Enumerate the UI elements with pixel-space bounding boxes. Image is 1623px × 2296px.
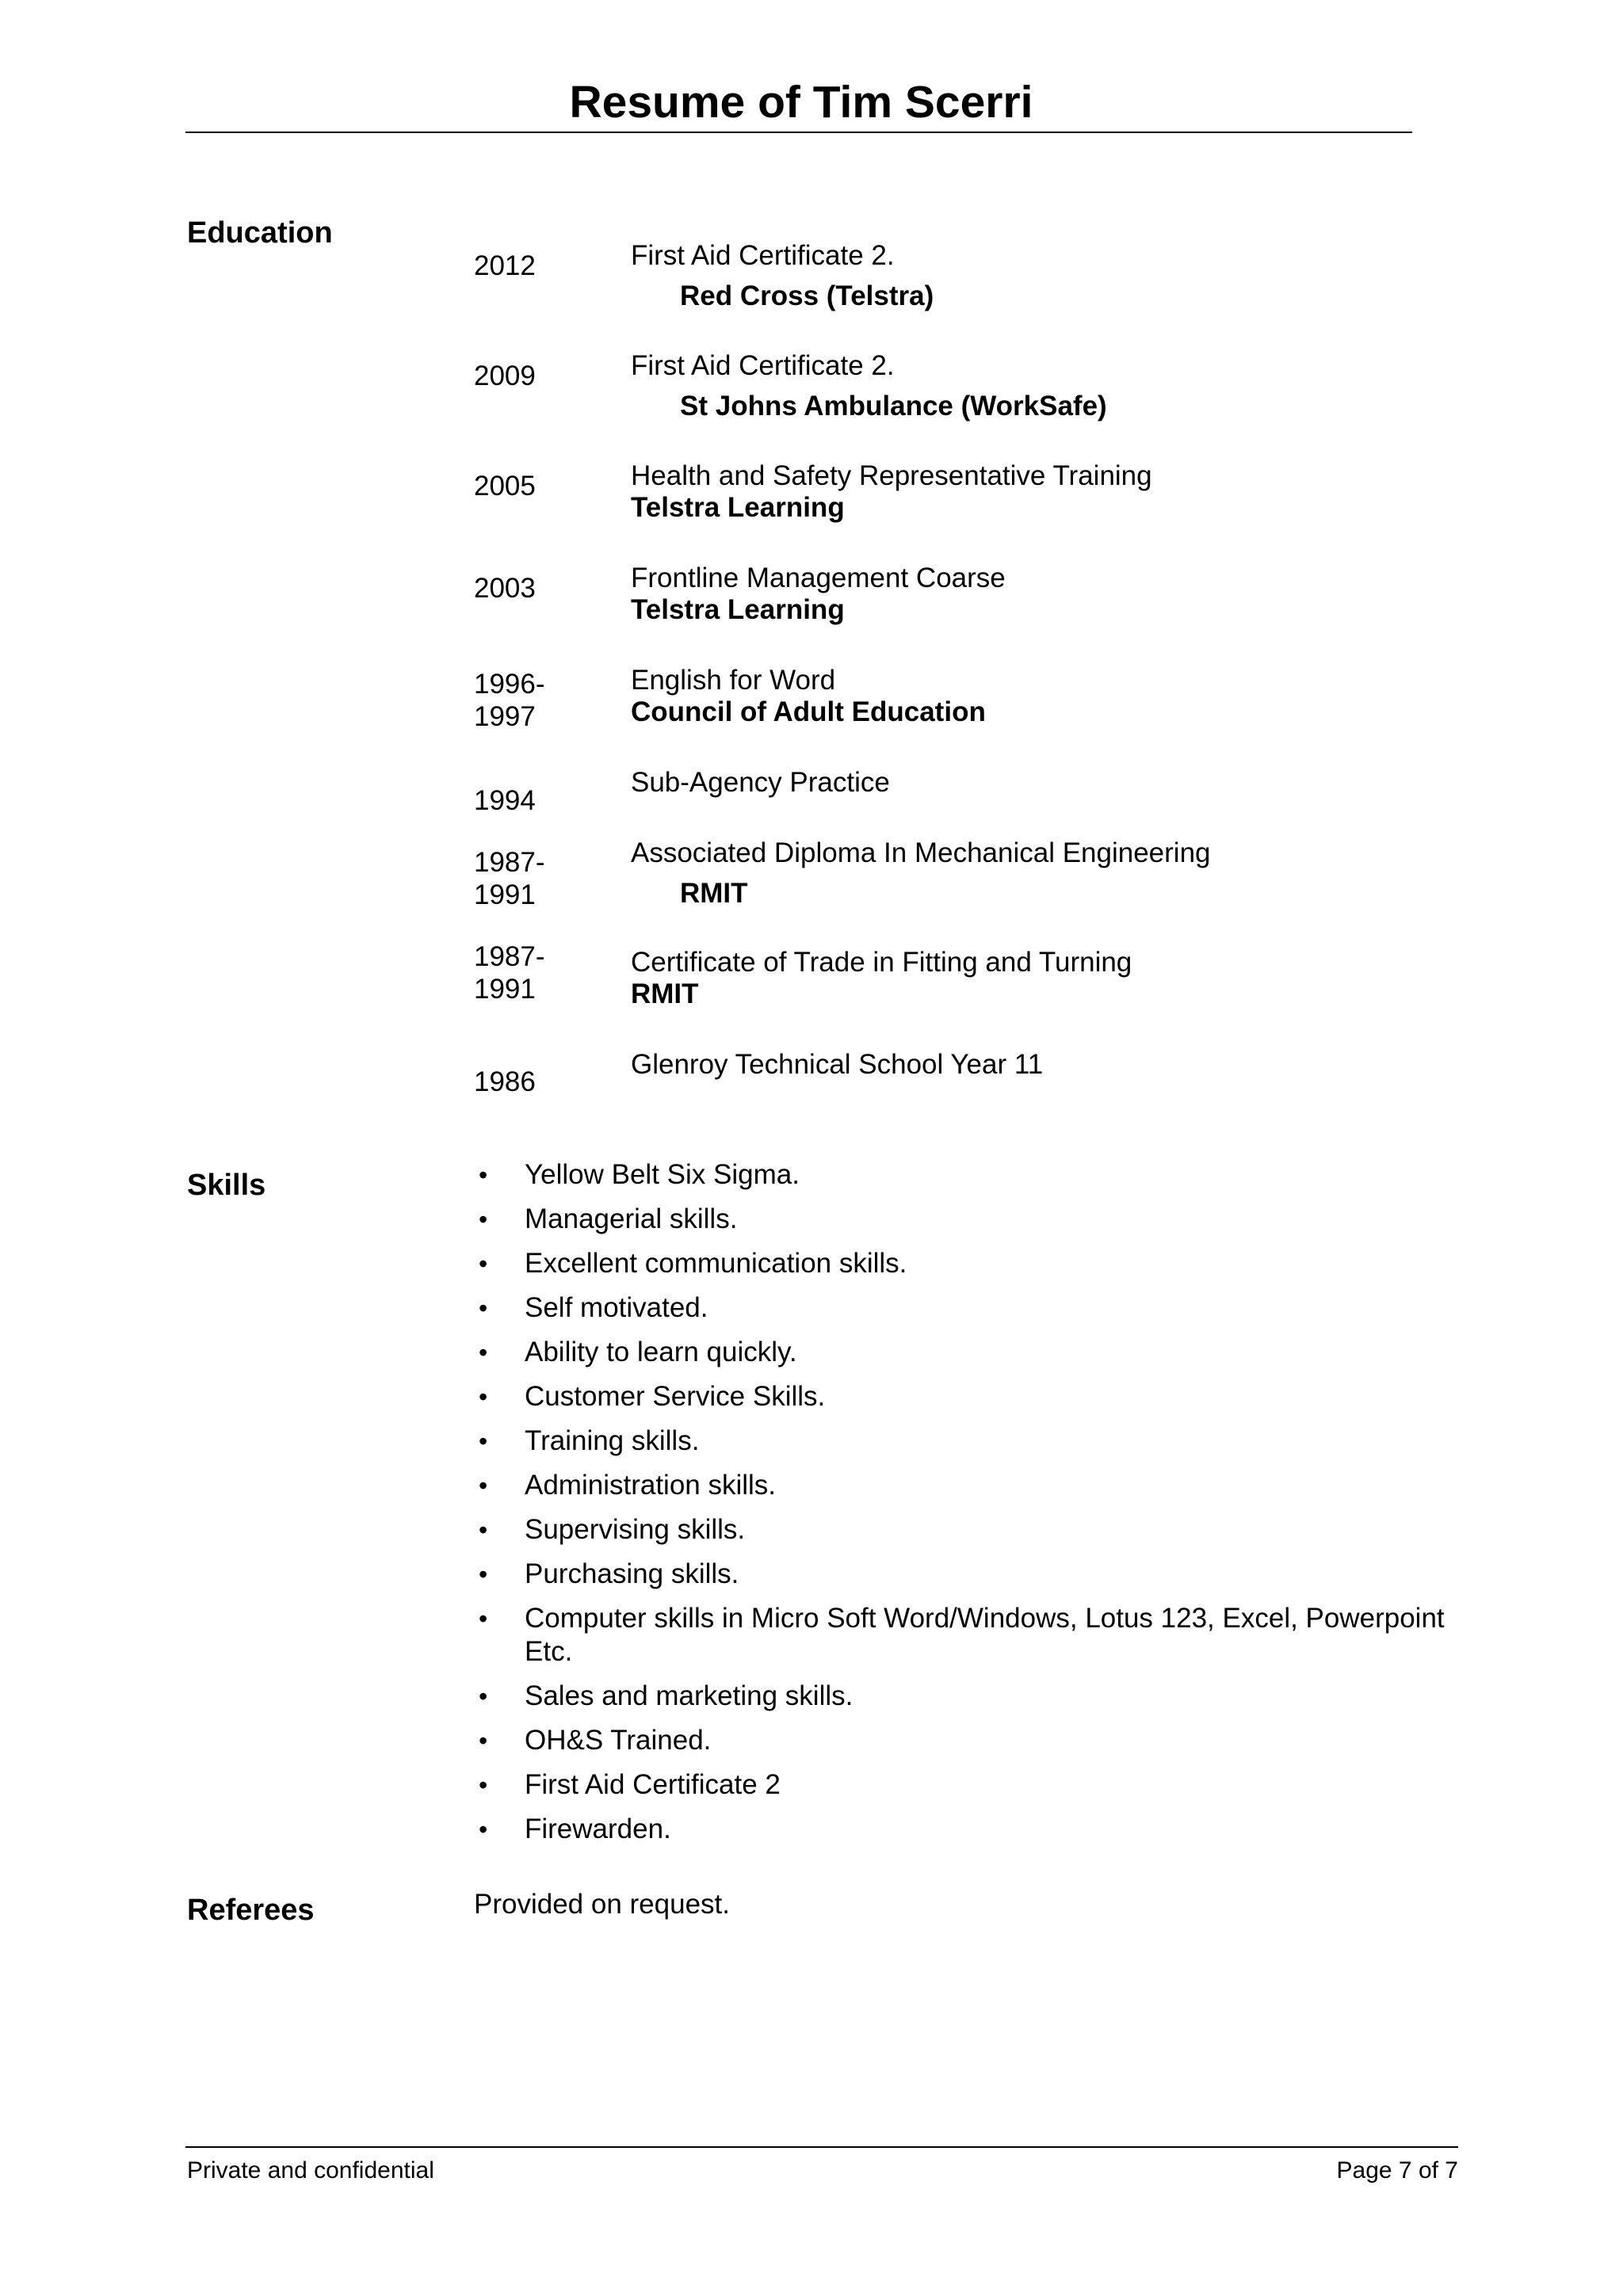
- skill-item: • Firewarden.: [479, 1814, 671, 1844]
- bullet-icon: •: [479, 1604, 488, 1633]
- education-description: English for Word: [631, 665, 836, 696]
- education-description: Associated Diploma In Mechanical Engineering: [631, 837, 1211, 868]
- education-year: 2005: [474, 471, 536, 502]
- education-year: 1987- 1991: [474, 941, 545, 1005]
- skill-item: • Self motivated.: [479, 1292, 708, 1323]
- education-heading: Education: [187, 216, 333, 250]
- education-institution: RMIT: [680, 878, 748, 909]
- education-institution: Telstra Learning: [631, 492, 845, 523]
- education-institution: RMIT: [631, 978, 699, 1009]
- bullet-icon: •: [479, 1383, 488, 1411]
- skill-item: • OH&S Trained.: [479, 1725, 712, 1756]
- skill-item: • Purchasing skills.: [479, 1558, 739, 1589]
- skill-item: • Excellent communication skills.: [479, 1248, 907, 1279]
- skill-item: • Sales and marketing skills.: [479, 1680, 854, 1711]
- education-description: Frontline Management Coarse: [631, 563, 1006, 593]
- education-institution: St Johns Ambulance (WorkSafe): [680, 391, 1107, 421]
- skill-item: • Training skills.: [479, 1425, 700, 1456]
- education-year: 2009: [474, 360, 536, 391]
- skill-item: • Yellow Belt Six Sigma.: [479, 1159, 800, 1190]
- education-year: 2012: [474, 250, 536, 281]
- education-description: Glenroy Technical School Year 11: [631, 1049, 1044, 1080]
- bullet-icon: •: [479, 1771, 488, 1799]
- bullet-icon: •: [479, 1427, 488, 1455]
- page-footer: [185, 2146, 1458, 2187]
- education-year: 1987- 1991: [474, 847, 545, 910]
- bullet-icon: •: [479, 1516, 488, 1544]
- education-description: Sub-Agency Practice: [631, 767, 890, 798]
- skills-list: [474, 1158, 1457, 1857]
- education-year: 1996- 1997: [474, 669, 545, 732]
- skill-item: • Customer Service Skills.: [479, 1381, 826, 1412]
- bullet-icon: •: [479, 1560, 488, 1589]
- skill-item: • First Aid Certificate 2: [479, 1769, 781, 1800]
- education-year: 2003: [474, 573, 536, 604]
- page-title: Resume of Tim Scerri: [569, 77, 1033, 128]
- footer-confidential-label: Private and confidential: [187, 2157, 434, 2183]
- bullet-icon: •: [479, 1249, 488, 1278]
- bullet-icon: •: [479, 1726, 488, 1755]
- education-year: 1986: [474, 1066, 536, 1097]
- skill-item: • Managerial skills.: [479, 1203, 738, 1234]
- referees-heading: Referees: [187, 1894, 315, 1927]
- page-header: [185, 73, 1412, 133]
- bullet-icon: •: [479, 1815, 488, 1844]
- skill-item: • Administration skills.: [479, 1470, 777, 1501]
- footer-page-number: Page 7 of 7: [1336, 2157, 1458, 2183]
- referees-text: Provided on request.: [474, 1889, 730, 1920]
- bullet-icon: •: [479, 1161, 488, 1189]
- skills-heading: Skills: [187, 1169, 266, 1202]
- bullet-icon: •: [479, 1682, 488, 1711]
- bullet-icon: •: [479, 1471, 488, 1500]
- education-description: Health and Safety Representative Training: [631, 460, 1152, 491]
- bullet-icon: •: [479, 1205, 488, 1234]
- education-year: 1994: [474, 785, 536, 816]
- education-description: First Aid Certificate 2.: [631, 240, 895, 271]
- skill-item: • Ability to learn quickly.: [479, 1337, 797, 1367]
- bullet-icon: •: [479, 1338, 488, 1367]
- education-institution: Red Cross (Telstra): [680, 280, 934, 311]
- skill-item: • Supervising skills.: [479, 1514, 746, 1545]
- education-description: First Aid Certificate 2.: [631, 350, 895, 381]
- skill-item: • Computer skills in Micro Soft Word/Windows, Lotus 123, Excel, Powerpoint Etc.: [479, 1603, 1445, 1667]
- education-description: Certificate of Trade in Fitting and Turning: [631, 947, 1132, 978]
- education-institution: Council of Adult Education: [631, 696, 986, 727]
- bullet-icon: •: [479, 1294, 488, 1322]
- education-institution: Telstra Learning: [631, 594, 845, 625]
